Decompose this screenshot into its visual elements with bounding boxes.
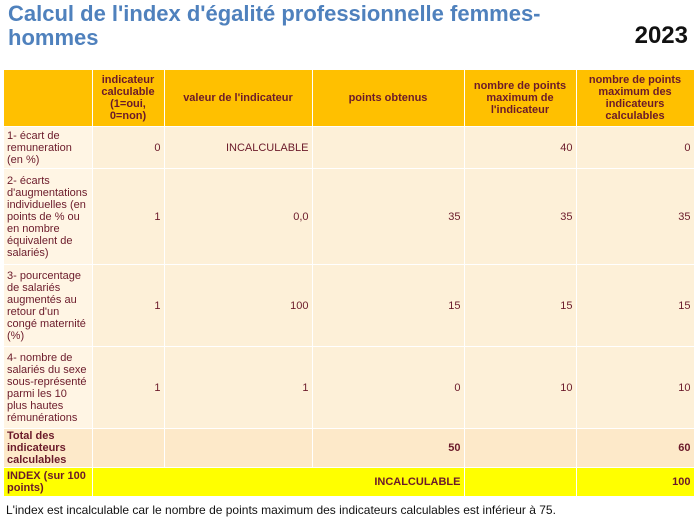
index-label: INDEX (sur 100 points) xyxy=(4,468,92,497)
index-row xyxy=(4,468,694,497)
index-table xyxy=(4,70,695,497)
table-row xyxy=(4,127,694,169)
table-row xyxy=(4,347,694,429)
column-header: valeur de l'indicateur xyxy=(164,70,312,127)
row-label: 1- écart de remuneration (en %) xyxy=(4,127,92,169)
max-points-cell: 40 xyxy=(464,127,576,169)
total-max-calc-points: 60 xyxy=(576,429,694,468)
calculable-cell: 1 xyxy=(92,347,164,429)
max-points-cell: 35 xyxy=(464,169,576,265)
max-calc-points-cell: 0 xyxy=(576,127,694,169)
total-row xyxy=(4,429,694,468)
empty-cell xyxy=(164,429,312,468)
column-header: indicateur calculable (1=oui, 0=non) xyxy=(92,70,164,127)
value-cell: 100 xyxy=(164,265,312,347)
total-label: Total des indicateurs calculables xyxy=(4,429,92,468)
total-points: 50 xyxy=(312,429,464,468)
max-calc-points-cell: 35 xyxy=(576,169,694,265)
calculable-cell: 1 xyxy=(92,169,164,265)
points-cell: 15 xyxy=(312,265,464,347)
calculable-cell: 1 xyxy=(92,265,164,347)
year-label: 2023 xyxy=(634,22,688,49)
empty-cell xyxy=(464,468,576,497)
row-label: 3- pourcentage de salariés augmentés au retour d'un congé maternité (%) xyxy=(4,265,92,347)
index-max-calc-points: 100 xyxy=(576,468,694,497)
column-header xyxy=(4,70,92,127)
value-cell: 1 xyxy=(164,347,312,429)
value-cell: 0,0 xyxy=(164,169,312,265)
points-cell: 35 xyxy=(312,169,464,265)
row-label: 2- écarts d'augmentations individuelles (en points de % ou en nombre équivalent de salariés) xyxy=(4,169,92,265)
column-header: nombre de points maximum des indicateurs calculables xyxy=(576,70,694,127)
empty-cell xyxy=(464,429,576,468)
max-calc-points-cell: 15 xyxy=(576,265,694,347)
footnote: L'index est incalculable car le nombre de points maximum des indicateurs calculables est inférieur à 75. xyxy=(6,503,556,517)
page-title: Calcul de l'index d'égalité professionnelle femmes-hommes xyxy=(8,1,541,50)
max-points-cell: 15 xyxy=(464,265,576,347)
max-calc-points-cell: 10 xyxy=(576,347,694,429)
empty-cell xyxy=(92,429,164,468)
max-points-cell: 10 xyxy=(464,347,576,429)
points-cell: 0 xyxy=(312,347,464,429)
table-header-row xyxy=(4,70,694,127)
table-row xyxy=(4,169,694,265)
value-cell: INCALCULABLE xyxy=(164,127,312,169)
row-label: 4- nombre de salariés du sexe sous-représenté parmi les 10 plus hautes rémunérations xyxy=(4,347,92,429)
calculable-cell: 0 xyxy=(92,127,164,169)
column-header: nombre de points maximum de l'indicateur xyxy=(464,70,576,127)
points-cell xyxy=(312,127,464,169)
table-row xyxy=(4,265,694,347)
index-value: INCALCULABLE xyxy=(92,468,464,497)
column-header: points obtenus xyxy=(312,70,464,127)
